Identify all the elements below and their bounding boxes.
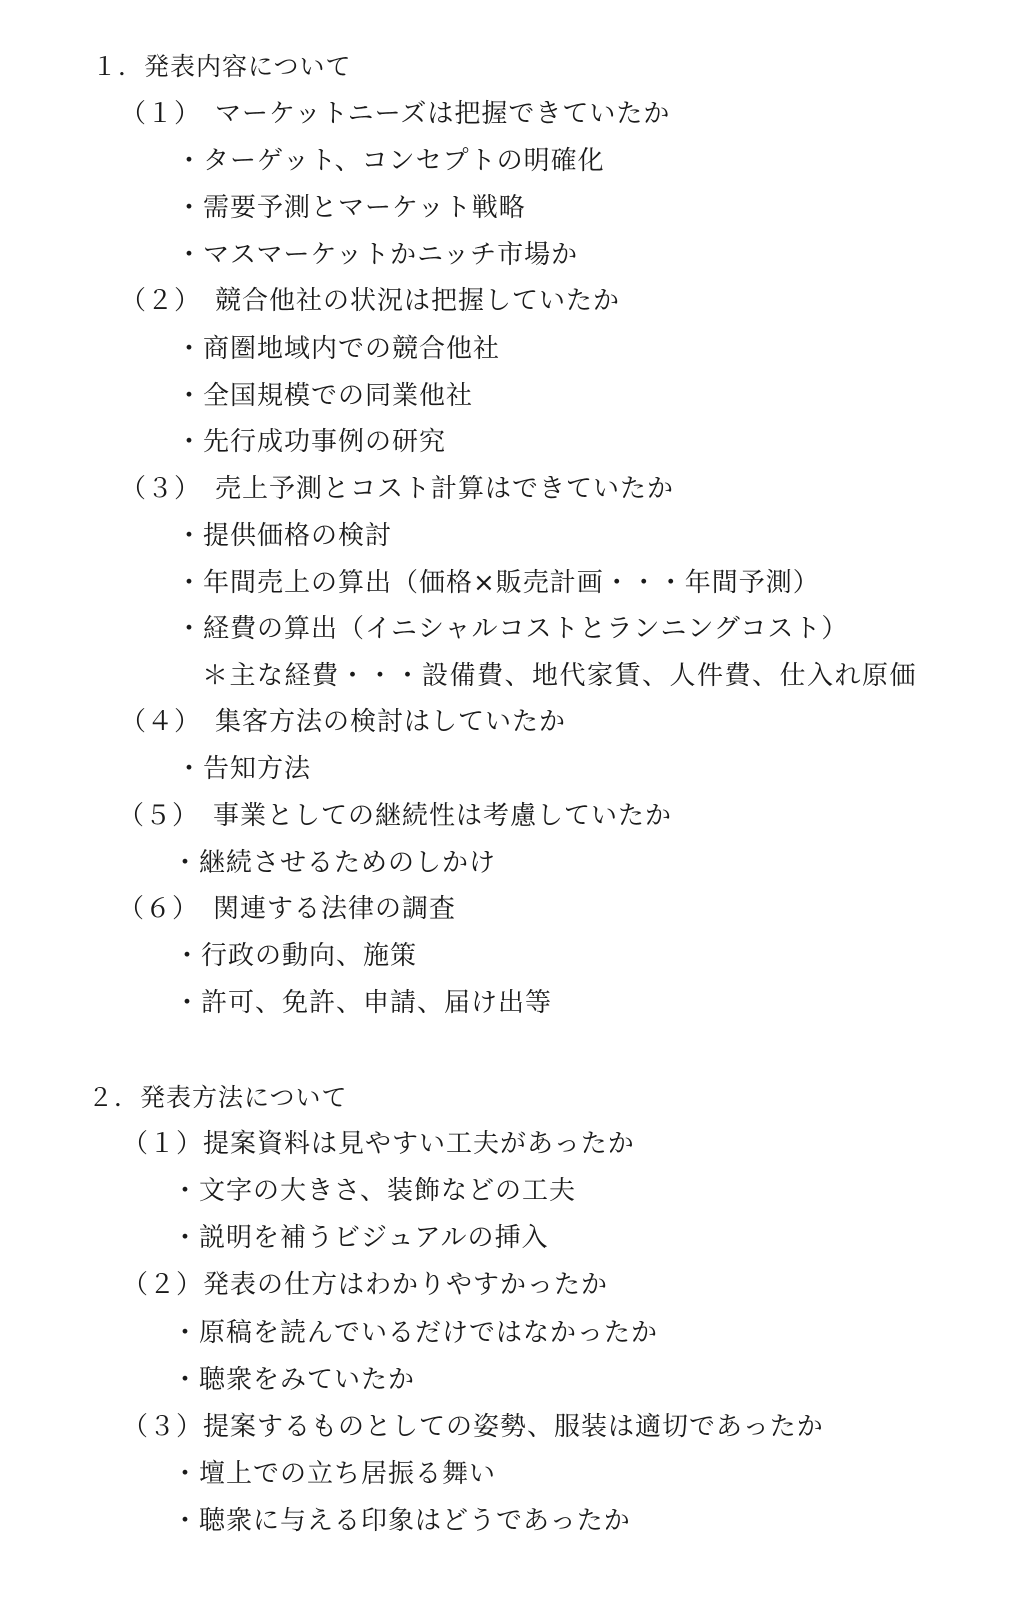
section-1-item-1-title: （１） マーケットニーズは把握できていたか bbox=[120, 99, 671, 129]
section-2-item-2-point-1: ・原稿を読んでいるだけではなかったか bbox=[172, 1318, 659, 1348]
section-2-item-1-point-2: ・説明を補うビジュアルの挿入 bbox=[172, 1223, 549, 1253]
section-1-item-3-point-1: ・提供価格の検討 bbox=[176, 521, 393, 551]
section-1-item-1-point-2: ・需要予測とマーケット戦略 bbox=[176, 193, 526, 223]
section-2-item-3-point-1: ・壇上での立ち居振る舞い bbox=[172, 1459, 497, 1489]
section-2-heading: ２．発表方法について bbox=[88, 1083, 348, 1112]
section-2-item-2-title: （２）発表の仕方はわかりやすかったか bbox=[122, 1270, 609, 1300]
section-1-item-2-title: （２） 競合他社の状況は把握していたか bbox=[120, 286, 621, 316]
section-1-item-2-point-2: ・全国規模での同業他社 bbox=[176, 381, 474, 411]
section-1-item-3-title: （３） 売上予測とコスト計算はできていたか bbox=[120, 474, 675, 504]
section-1-item-5-title: （５） 事業としての継続性は考慮していたか bbox=[118, 801, 673, 831]
section-1-item-2-point-1: ・商圏地域内での競合他社 bbox=[176, 334, 501, 364]
section-1-item-5-point-1: ・継続させるためのしかけ bbox=[172, 848, 497, 878]
section-2-item-2-point-2: ・聴衆をみていたか bbox=[172, 1365, 416, 1395]
section-1-item-3-point-2: ・年間売上の算出（価格×販売計画・・・年間予測） bbox=[176, 568, 820, 598]
section-1-item-4-title: （４） 集客方法の検討はしていたか bbox=[120, 707, 567, 737]
section-1-item-6-point-1: ・行政の動向、施策 bbox=[174, 941, 418, 971]
section-2-item-3-title: （３）提案するものとしての姿勢、服装は適切であったか bbox=[122, 1412, 824, 1442]
section-1-item-4-point-1: ・告知方法 bbox=[176, 754, 312, 784]
section-1-heading: １．発表内容について bbox=[92, 52, 352, 81]
section-2-item-1-title: （１）提案資料は見やすい工夫があったか bbox=[122, 1129, 635, 1159]
section-1-item-1-point-3: ・マスマーケットかニッチ市場か bbox=[176, 240, 579, 270]
section-1-item-3-note: ＊主な経費・・・設備費、地代家賃、人件費、仕入れ原価 bbox=[202, 661, 918, 691]
section-1-item-1-point-1: ・ターゲット、コンセプトの明確化 bbox=[176, 146, 605, 176]
section-2-item-1-point-1: ・文字の大きさ、装飾などの工夫 bbox=[172, 1176, 576, 1206]
section-1-item-6-point-2: ・許可、免許、申請、届け出等 bbox=[174, 988, 553, 1018]
section-1-item-6-title: （６） 関連する法律の調査 bbox=[118, 894, 457, 924]
section-2-item-3-point-2: ・聴衆に与える印象はどうであったか bbox=[172, 1506, 631, 1536]
section-1-item-2-point-3: ・先行成功事例の研究 bbox=[176, 427, 447, 457]
section-1-item-3-point-3: ・経費の算出（イニシャルコストとランニングコスト） bbox=[176, 614, 849, 644]
